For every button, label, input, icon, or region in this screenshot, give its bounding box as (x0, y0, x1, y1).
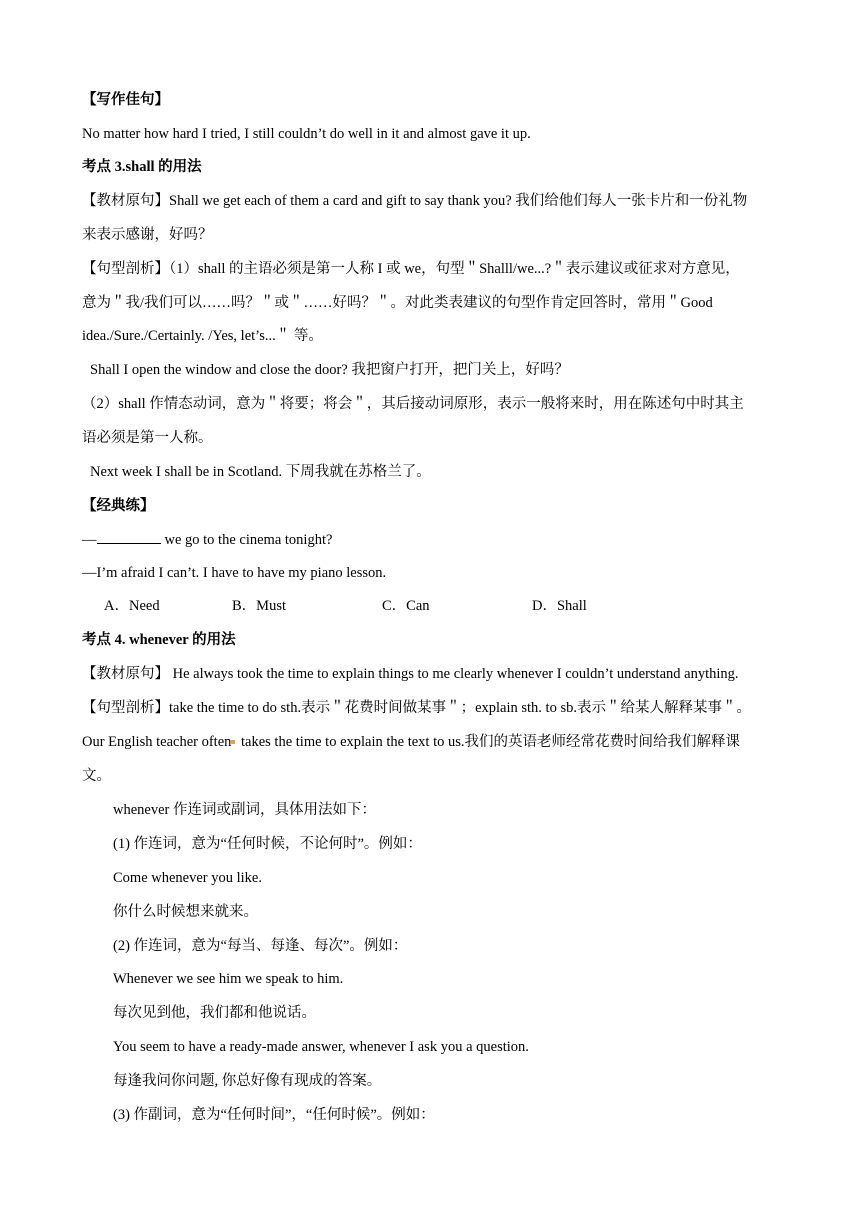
practice-question (82, 529, 782, 550)
writing-sentence: No matter how hard I tried, I still couldn’t do well in it and almost gave it up. (82, 126, 531, 142)
section-heading-practice: 【经典练】 (82, 498, 155, 514)
topic-heading-shall: 考点 3.shall 的用法 (82, 159, 202, 175)
option-c: C．Can (382, 598, 430, 614)
analysis-shall-2: （2）shall 作情态动词，意为＂将要；将会＂，其后接动词原形，表示一般将来时，用在陈述句中时其主 (82, 396, 744, 412)
section-heading-writing: 【写作佳句】 (82, 92, 169, 108)
example-shall-1: Shall I open the window and close the door? 我把窗户打开，把门关上，好吗？ (90, 362, 569, 378)
usage-1-example-zh: 你什么时候想来就来。 (113, 904, 258, 920)
usage-3: (3) 作副词，意为“任何时间”，“任何时候”。例如： (113, 1107, 435, 1123)
textbook-sentence-shall: 【教材原句】Shall we get each of them a card and gift to say thank you? 我们给他们每人一张卡片和一份礼物 (82, 193, 748, 209)
answer-blank (97, 529, 161, 544)
usage-2-example-zh: 每次见到他，我们都和他说话。 (113, 1005, 316, 1021)
practice-reply: —I’m afraid I can’t. I have to have my piano lesson. (82, 565, 387, 581)
question-text: we go to the cinema tonight? (164, 532, 333, 548)
analysis-shall-2-cont: 语必须是第一人称。 (82, 430, 213, 446)
option-b: B．Must (232, 598, 286, 614)
usage-2: (2) 作连词，意为“每当、每逢、每次”。例如： (113, 938, 408, 954)
analysis-shall-1: 【句型剖析】（1）shall 的主语必须是第一人称 I 或 we，句型＂Shalll/we...?＂表示建议或征求对方意见， (82, 261, 740, 277)
usage-2-example-en: Whenever we see him we speak to him. (113, 971, 344, 987)
topic-heading-whenever: 考点 4. whenever 的用法 (82, 632, 236, 648)
textbook-sentence-shall-cont: 来表示感谢，好吗？ (82, 227, 213, 243)
marker-dot-icon (231, 740, 235, 744)
usage-1: (1) 作连词，意为“任何时候，不论何时”。例如： (113, 836, 422, 852)
textbook-sentence-whenever: 【教材原句】 He always took the time to explain things to me clearly whenever I couldn’t understand anything. (82, 666, 739, 682)
dash: — (82, 532, 97, 548)
usage-2-example2-en: You seem to have a ready-made answer, whenever I ask you a question. (113, 1039, 529, 1055)
example-shall-2: Next week I shall be in Scotland. 下周我就在苏格兰了。 (90, 464, 431, 480)
analysis-shall-1-end: idea./Sure./Certainly. /Yes, let’s...＂ 等。 (82, 328, 323, 344)
example-teacher-end: takes the time to explain the text to us.我们的英语老师经常花费时间给我们解释课 (237, 734, 741, 750)
option-d: D．Shall (532, 598, 587, 614)
analysis-whenever: 【句型剖析】take the time to do sth.表示＂花费时间做某事＂；explain sth. to sb.表示＂给某人解释某事＂。 (82, 700, 751, 716)
whenever-intro: whenever 作连词或副词，具体用法如下： (113, 802, 376, 818)
usage-2-example2-zh: 每逢我问你问题, 你总好像有现成的答案。 (113, 1073, 382, 1089)
option-a: A．Need (104, 598, 160, 614)
example-teacher (82, 732, 782, 752)
analysis-shall-1-cont: 意为＂我/我们可以……吗？＂或＂……好吗？＂。对此类表建议的句型作肯定回答时，常用＂Good (82, 295, 713, 311)
usage-1-example-en: Come whenever you like. (113, 870, 262, 886)
example-teacher-start: Our English teacher often (82, 734, 232, 750)
example-teacher-cont: 文。 (82, 768, 111, 784)
